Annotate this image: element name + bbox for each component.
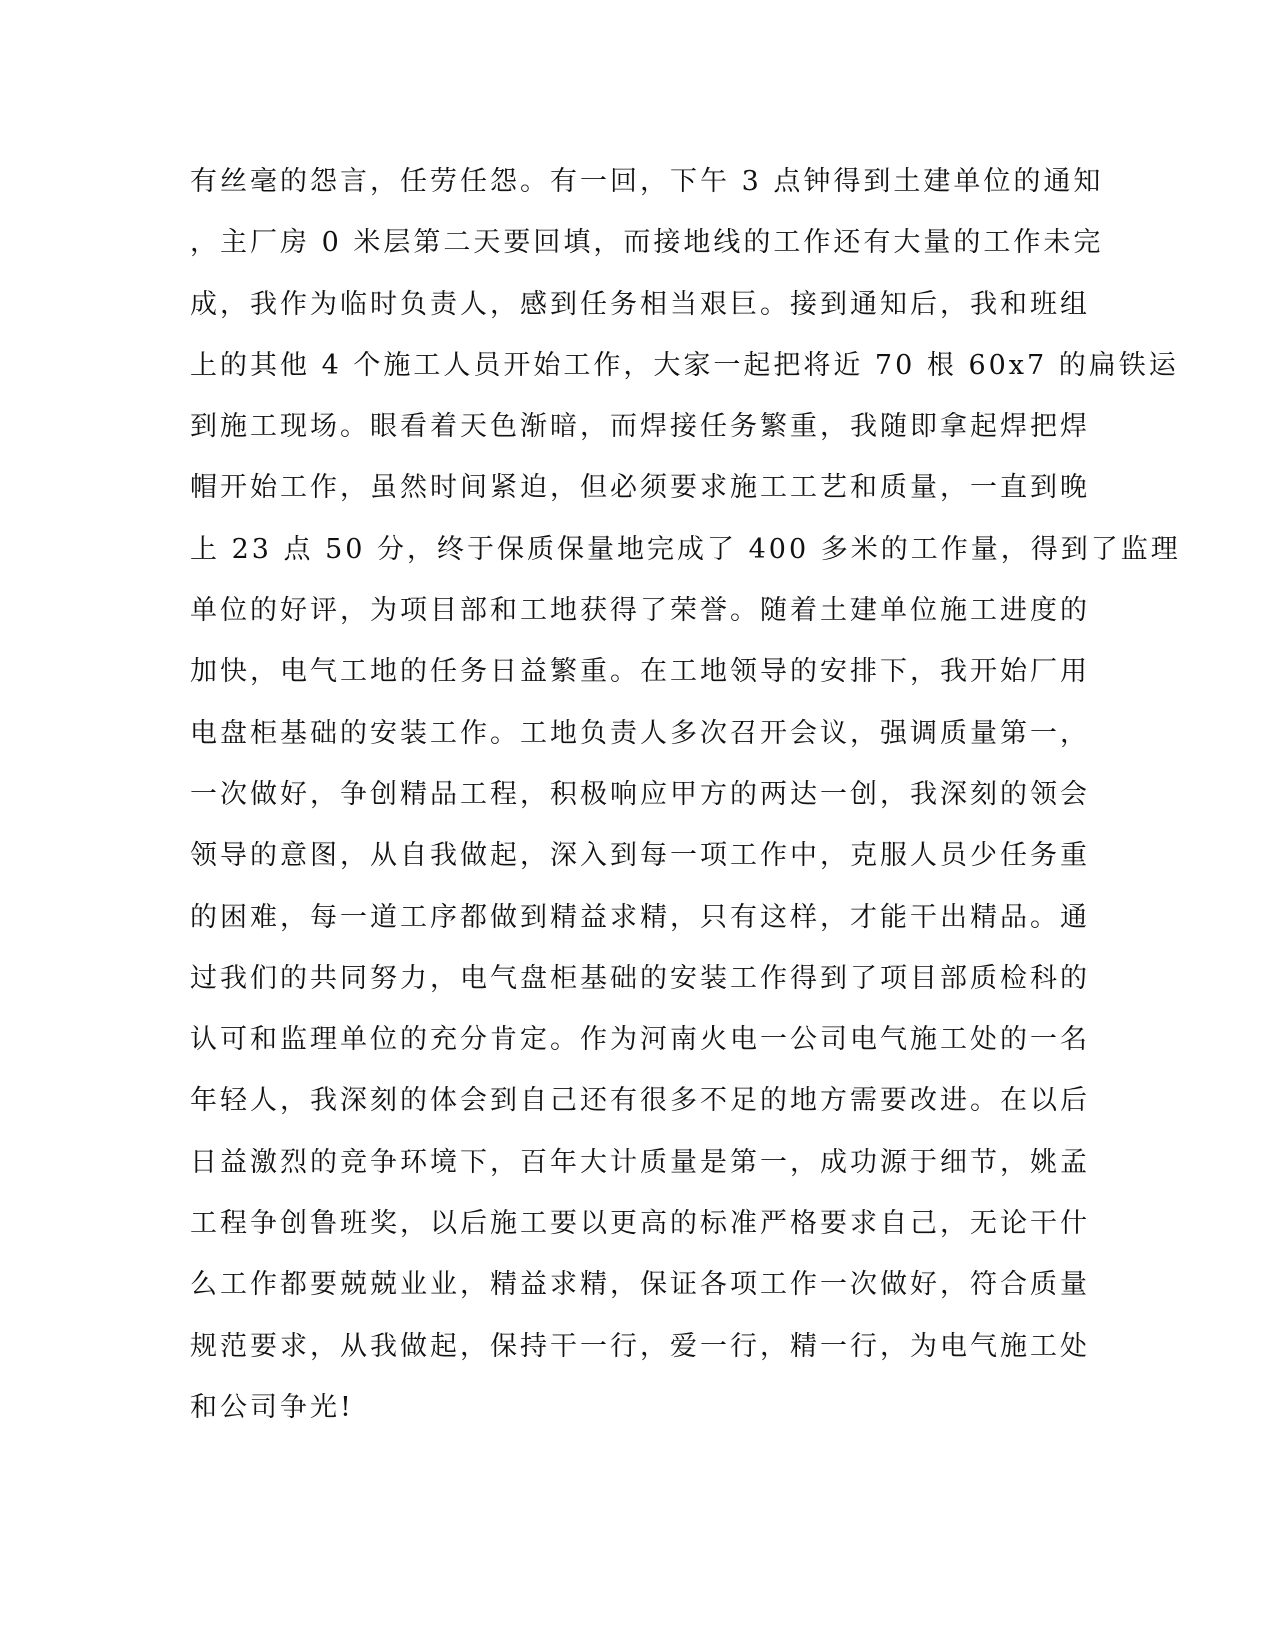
text-line: 到施工现场。眼看着天色渐暗，而焊接任务繁重，我随即拿起焊把焊 — [190, 411, 1090, 443]
text-line: 上的其他 4 个施工人员开始工作，大家一起把将近 70 根 60x7 的扁铁运 — [190, 349, 1179, 381]
text-line: 单位的好评，为项目部和工地获得了荣誉。随着土建单位施工进度的 — [190, 595, 1090, 627]
text-line: 年轻人，我深刻的体会到自己还有很多不足的地方需要改进。在以后 — [190, 1085, 1090, 1117]
text-line: 和公司争光! — [190, 1391, 354, 1423]
text-line: ，主厂房 0 米层第二天要回填，而接地线的工作还有大量的工作未完 — [190, 227, 1104, 259]
text-line: 帽开始工作，虽然时间紧迫，但必须要求施工工艺和质量，一直到晚 — [190, 472, 1090, 504]
body-text — [190, 166, 1181, 1453]
text-line: 么工作都要兢兢业业，精益求精，保证各项工作一次做好，符合质量 — [190, 1269, 1090, 1301]
text-line: 工程争创鲁班奖，以后施工要以更高的标准严格要求自己，无论干什 — [190, 1208, 1090, 1240]
text-line: 加快，电气工地的任务日益繁重。在工地领导的安排下，我开始厂用 — [190, 656, 1090, 688]
text-line: 电盘柜基础的安装工作。工地负责人多次召开会议，强调质量第一， — [190, 717, 1090, 749]
text-line: 过我们的共同努力，电气盘柜基础的安装工作得到了项目部质检科的 — [190, 962, 1090, 994]
text-line: 规范要求，从我做起，保持干一行，爱一行，精一行，为电气施工处 — [190, 1330, 1090, 1362]
text-line: 上 23 点 50 分，终于保质保量地完成了 400 多米的工作量，得到了监理 — [190, 533, 1181, 565]
text-line: 的困难，每一道工序都做到精益求精，只有这样，才能干出精品。通 — [190, 901, 1090, 933]
text-line: 有丝毫的怨言，任劳任怨。有一回，下午 3 点钟得到土建单位的通知 — [190, 166, 1104, 197]
text-line: 日益激烈的竞争环境下，百年大计质量是第一，成功源于细节，姚孟 — [190, 1146, 1090, 1178]
text-line: 一次做好，争创精品工程，积极响应甲方的两达一创，我深刻的领会 — [190, 778, 1090, 810]
text-line: 认可和监理单位的充分肯定。作为河南火电一公司电气施工处的一名 — [190, 1024, 1090, 1056]
text-line: 成，我作为临时负责人，感到任务相当艰巨。接到通知后，我和班组 — [190, 288, 1090, 320]
text-line: 领导的意图，从自我做起，深入到每一项工作中，克服人员少任务重 — [190, 840, 1090, 872]
